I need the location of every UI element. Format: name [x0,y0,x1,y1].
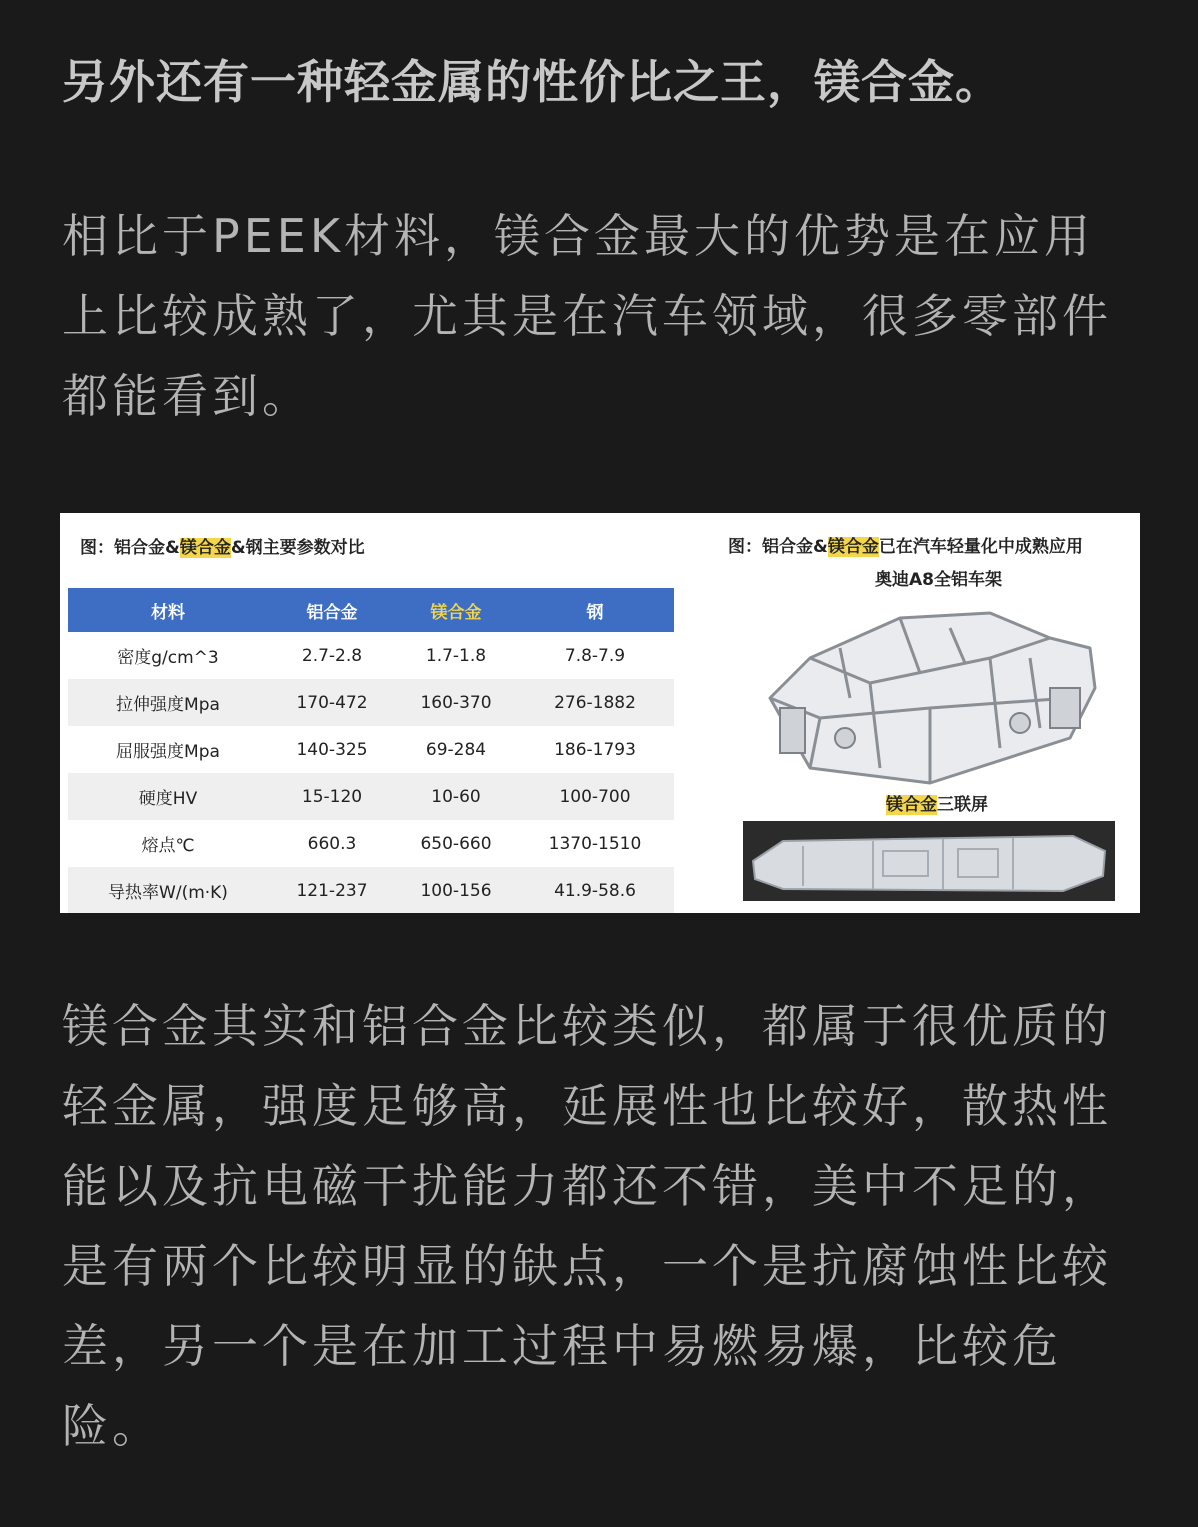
table-cell: 100-156 [396,867,516,913]
table-cell: 7.8-7.9 [516,632,674,679]
panel-label-highlight: 镁合金 [886,795,937,815]
comparison-figure [60,513,1140,913]
table-cell: 15-120 [268,773,396,820]
table-cell: 拉伸强度Mpa [68,679,268,726]
params-table [68,588,674,913]
table-caption [80,533,365,558]
caption-suffix: &钢主要参数对比 [230,538,365,558]
table-cell: 2.7-2.8 [268,632,396,679]
table-row [68,867,674,913]
paragraph-comparison: 镁合金其实和铝合金比较类似，都属于很优质的轻金属，强度足够高，延展性也比较好，散热性能以及抗电磁干扰能力都还不错，美中不足的，是有两个比较明显的缺点，一个是抗腐蚀性比较差，另一个是在加工过程中易燃易爆，比较危险。 [62,999,1112,1453]
table-cell: 硬度HV [68,773,268,820]
table-cell: 1370-1510 [516,820,674,867]
caption-highlight: 镁合金 [179,538,231,558]
panel-label [886,790,988,815]
table-row [68,773,674,820]
article-heading: 另外还有一种轻金属的性价比之王，镁合金。 [62,55,1002,109]
application-caption [728,532,1083,557]
table-cell: 41.9-58.6 [516,867,674,913]
caption-prefix: 图：铝合金& [728,537,828,557]
table-cell: 69-284 [396,726,516,773]
table-header-row [68,588,674,632]
table-row [68,632,674,679]
header-steel: 钢 [516,588,674,632]
panel-label-suffix: 三联屏 [937,795,988,815]
table-cell: 276-1882 [516,679,674,726]
caption-suffix: 已在汽车轻量化中成熟应用 [878,537,1083,557]
table-cell: 650-660 [396,820,516,867]
table-cell: 10-60 [396,773,516,820]
table-cell: 160-370 [396,679,516,726]
table-cell: 140-325 [268,726,396,773]
table-cell: 121-237 [268,867,396,913]
table-cell: 屈服强度Mpa [68,726,268,773]
header-material: 材料 [68,588,268,632]
table-row [68,679,674,726]
table-cell: 1.7-1.8 [396,632,516,679]
table-cell: 100-700 [516,773,674,820]
caption-highlight: 镁合金 [827,537,879,557]
caption-prefix: 图：铝合金& [80,538,180,558]
header-aluminum: 铝合金 [268,588,396,632]
table-cell: 170-472 [268,679,396,726]
triple-screen-panel-image [743,821,1115,901]
table-row [68,820,674,867]
header-magnesium: 镁合金 [396,588,516,632]
table-row [68,726,674,773]
car-frame-label: 奥迪A8全铝车架 [875,570,1002,590]
table-cell: 密度g/cm^3 [68,632,268,679]
car-frame-image [750,588,1110,788]
table-cell: 186-1793 [516,726,674,773]
table-cell: 熔点℃ [68,820,268,867]
paragraph-intro: 相比于PEEK材料，镁合金最大的优势是在应用上比较成熟了，尤其是在汽车领域，很多零部件都能看到。 [62,209,1112,423]
table-cell: 660.3 [268,820,396,867]
table-cell: 导热率W/(m·K) [68,867,268,913]
